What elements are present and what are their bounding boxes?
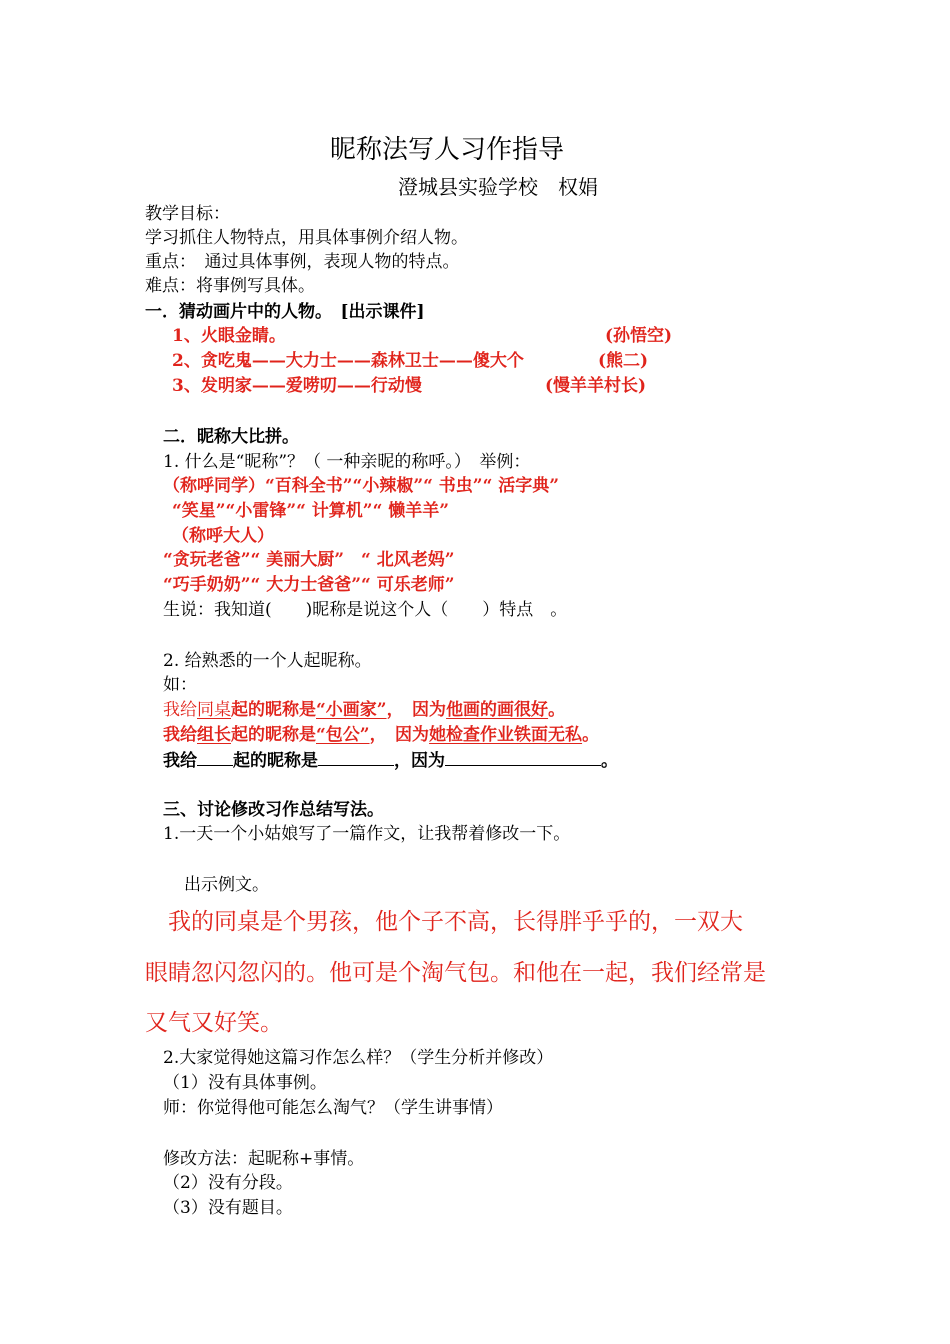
revision-intro: 1.一天一个小姑娘写了一篇作文，让我帮着修改一下。 [163, 824, 571, 844]
guess-answer-1: (孙悟空) [605, 326, 673, 346]
answer-2: （2）没有分段。 [163, 1173, 293, 1193]
blank-reason[interactable] [445, 749, 601, 766]
nickname-question: 1. 什么是“昵称”？（ 一种亲昵的称呼。） 举例： [163, 452, 531, 472]
example-line-4: “贪玩老爸”“ 美丽大厨” “ 北风老妈” [163, 550, 455, 570]
essay-line-3: 又气又好笑。 [145, 1010, 283, 1036]
nickname-task: 2. 给熟悉的一个人起昵称。 [163, 651, 372, 671]
guess-answer-3: (慢羊羊村长) [545, 376, 647, 396]
section3-heading: 三、讨论修改习作总结写法。 [163, 800, 384, 820]
section2-heading: 二．昵称大比拼。 [163, 427, 299, 447]
example-line-5: “巧手奶奶”“ 大力士爸爸”“ 可乐老师” [163, 575, 455, 595]
example-line-2: “笑星”“小雷锋”“ 计算机”“ 懒羊羊” [172, 501, 450, 521]
goals-label: 教学目标： [145, 204, 230, 224]
example-line-1: （称呼同学）“百科全书”“小辣椒”“ 书虫”“ 活字典” [163, 476, 560, 496]
guess-item-3: 3、发明家——爱唠叨——行动慢 [172, 376, 422, 396]
difficulty: 难点：将事例写具体。 [145, 276, 315, 296]
answer-1: （1）没有具体事例。 [163, 1073, 327, 1093]
student-say: 生说：我知道( )昵称是说这个人（ ）特点 。 [163, 600, 568, 620]
key-point: 重点： 通过具体事例，表现人物的特点。 [145, 252, 460, 272]
evaluation-question: 2.大家觉得她这篇习作怎么样？（学生分析并修改） [163, 1048, 554, 1068]
example-line-3: （称呼大人） [172, 526, 274, 546]
guess-answer-2: (熊二) [598, 351, 649, 371]
blank-person[interactable] [197, 749, 233, 766]
example-label: 如： [163, 675, 197, 695]
essay-line-1: 我的同桌是个男孩，他个子不高，长得胖乎乎的，一双大 [145, 909, 743, 935]
teacher-question: 师：你觉得他可能怎么淘气？（学生讲事情） [163, 1098, 503, 1118]
guess-item-1: 1、火眼金睛。 [172, 326, 286, 346]
answer-3: （3）没有题目。 [163, 1198, 293, 1218]
author-line: 澄城县实验学校 权娟 [398, 175, 598, 199]
nickname-example-2: 我给组长起的昵称是“包公”， 因为她检查作业铁面无私。 [163, 725, 600, 745]
goals-text: 学习抓住人物特点，用具体事例介绍人物。 [145, 228, 468, 248]
show-essay: 出示例文。 [184, 875, 269, 895]
blank-nickname[interactable] [318, 749, 394, 766]
guess-item-2: 2、贪吃鬼——大力士——森林卫士——傻大个 [172, 351, 524, 371]
essay-line-2: 眼睛忽闪忽闪的。他可是个淘气包。和他在一起，我们经常是 [145, 960, 766, 986]
page-title: 昵称法写人习作指导 [330, 135, 565, 165]
nickname-example-1: 我给同桌起的昵称是“小画家”， 因为他画的画很好。 [163, 700, 566, 720]
section1-heading: 一．猜动画片中的人物。 [出示课件] [145, 302, 425, 322]
revision-method: 修改方法：起昵称+事情。 [163, 1149, 365, 1169]
nickname-fill-in: 我给 起的昵称是 ，因为 。 [163, 751, 618, 771]
